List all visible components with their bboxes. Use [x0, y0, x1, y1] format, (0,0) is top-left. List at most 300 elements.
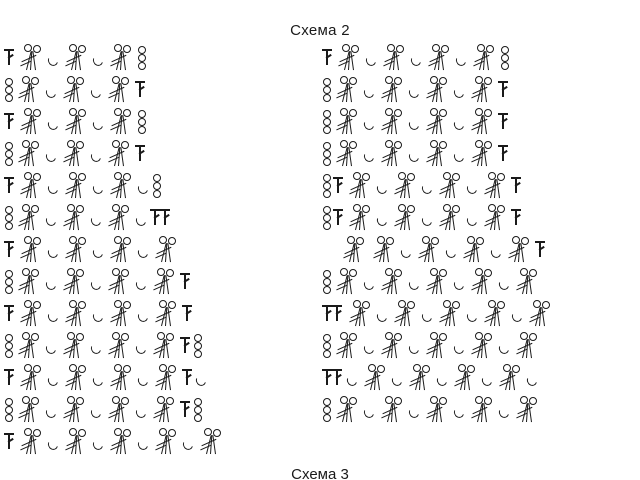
shell-fan-group	[105, 140, 135, 170]
shell-fan-group	[391, 172, 421, 202]
slanted-hook-mark	[411, 55, 421, 69]
chain-loop	[78, 109, 86, 117]
hook-arc	[435, 373, 449, 387]
chain-loop	[138, 46, 146, 54]
treble-crochet-stem	[135, 144, 145, 163]
slanted-hook-mark	[392, 375, 402, 389]
slanted-hook-mark	[437, 375, 447, 389]
chain-loop-ring	[323, 270, 331, 294]
shell-fan-group	[391, 300, 421, 330]
hook-arc	[489, 245, 503, 259]
shell-fan-group	[17, 236, 47, 266]
slanted-hook-mark	[93, 439, 103, 453]
hook-arc	[407, 85, 421, 99]
hook-arc	[364, 53, 378, 67]
hook-arc	[44, 213, 58, 227]
chain-loop	[33, 429, 41, 437]
shell-fan-group	[526, 300, 556, 330]
stem-serif	[322, 305, 332, 307]
chain-loop	[5, 406, 13, 414]
shell-fan-group	[370, 236, 400, 266]
shell-fan-group	[513, 332, 543, 362]
stem-serif	[4, 241, 14, 243]
shell-fan-group	[333, 108, 363, 138]
slanted-hook-mark	[409, 407, 419, 421]
shell-fan-group	[436, 300, 466, 330]
chain-loop	[5, 94, 13, 102]
slanted-hook-mark	[138, 183, 148, 197]
hook-arc	[89, 213, 103, 227]
chain-loop	[501, 46, 509, 54]
chain-loop	[33, 237, 41, 245]
treble-crochet-stem	[182, 304, 192, 323]
stem-serif	[322, 369, 332, 371]
chain-loop	[5, 350, 13, 358]
shell-fan-group	[468, 332, 498, 362]
chain-loop-ring	[323, 142, 331, 166]
slanted-hook-mark	[136, 215, 146, 229]
hook-arc	[345, 373, 359, 387]
chain-loop	[349, 269, 357, 277]
chain-loop	[323, 78, 331, 86]
chain-loop	[529, 333, 537, 341]
hook-arc	[497, 277, 511, 291]
stem-serif	[135, 81, 145, 83]
chain-loop	[138, 62, 146, 70]
chain-loop	[78, 301, 86, 309]
shell-fan-group	[451, 364, 481, 394]
shell-fan-group	[15, 204, 45, 234]
treble-crochet-stem	[4, 176, 14, 195]
shell-fan-group	[470, 44, 500, 74]
stem-serif	[4, 433, 14, 435]
chain-loop	[323, 158, 331, 166]
chain-loop-ring	[153, 174, 161, 198]
chain-loop	[138, 118, 146, 126]
chain-loop	[76, 141, 84, 149]
shell-fan-group	[15, 268, 45, 298]
chain-loop	[323, 182, 331, 190]
chain-loop	[439, 141, 447, 149]
hook-arc	[44, 405, 58, 419]
chain-loop-ring	[323, 334, 331, 358]
stem-serif	[535, 241, 545, 243]
chain-loop	[31, 269, 39, 277]
hook-arc	[91, 53, 105, 67]
chain-loop	[33, 109, 41, 117]
shell-fan-group	[333, 140, 363, 170]
slanted-hook-mark	[93, 119, 103, 133]
chain-loop	[323, 118, 331, 126]
slanted-hook-mark	[138, 439, 148, 453]
hook-arc	[362, 117, 376, 131]
stem-serif	[160, 209, 170, 211]
hook-arc	[407, 341, 421, 355]
shell-fan-group	[468, 396, 498, 426]
chain-loop	[323, 278, 331, 286]
slanted-hook-mark	[364, 343, 374, 357]
shell-fan-group	[15, 76, 45, 106]
chain-loop	[5, 334, 13, 342]
slanted-hook-mark	[366, 55, 376, 69]
slanted-hook-mark	[48, 55, 58, 69]
chain-loop	[484, 141, 492, 149]
chain-loop	[5, 222, 13, 230]
shell-fan-group	[460, 236, 490, 266]
hook-arc	[194, 373, 208, 387]
stem-serif	[498, 113, 508, 115]
hook-arc	[46, 53, 60, 67]
hook-arc	[44, 149, 58, 163]
chain-loop	[484, 269, 492, 277]
left-chart	[4, 42, 270, 462]
chain-loop	[521, 237, 529, 245]
slanted-hook-mark	[499, 343, 509, 357]
shell-fan-group	[60, 204, 90, 234]
chain-loop-ring	[5, 142, 13, 166]
hook-arc	[452, 85, 466, 99]
shell-fan-group	[513, 268, 543, 298]
hook-arc	[91, 373, 105, 387]
slanted-hook-mark	[499, 279, 509, 293]
chain-loop	[5, 270, 13, 278]
slanted-hook-mark	[93, 183, 103, 197]
chain-loop	[439, 397, 447, 405]
hook-arc	[480, 373, 494, 387]
hook-arc	[136, 437, 150, 451]
shell-fan-group	[423, 140, 453, 170]
chain-loop	[484, 397, 492, 405]
shell-fan-group	[423, 396, 453, 426]
shell-fan-group	[15, 140, 45, 170]
stem-serif	[4, 49, 14, 51]
shell-fan-group	[340, 236, 370, 266]
chain-loop	[194, 342, 202, 350]
chain-loop	[362, 301, 370, 309]
slanted-hook-mark	[454, 407, 464, 421]
chain-loop	[441, 45, 449, 53]
chain-loop	[351, 45, 359, 53]
chain-loop	[323, 110, 331, 118]
hook-arc	[452, 405, 466, 419]
treble-crochet-stem	[4, 48, 14, 67]
stem-serif	[332, 369, 342, 371]
chain-loop	[323, 150, 331, 158]
shell-fan-group	[105, 396, 135, 426]
shell-fan-group	[105, 76, 135, 106]
shell-fan-group	[17, 108, 47, 138]
hook-arc	[465, 309, 479, 323]
shell-fan-group	[62, 428, 92, 458]
chain-loop	[323, 334, 331, 342]
shell-fan-group	[423, 268, 453, 298]
slanted-hook-mark	[454, 151, 464, 165]
slanted-hook-mark	[196, 375, 206, 389]
treble-crochet-stem	[135, 80, 145, 99]
chain-loop-ring	[138, 46, 146, 70]
slanted-hook-mark	[46, 279, 56, 293]
slanted-hook-mark	[409, 151, 419, 165]
hook-arc	[181, 437, 195, 451]
hook-arc	[452, 277, 466, 291]
hook-arc	[44, 277, 58, 291]
treble-crochet-stem	[182, 368, 192, 387]
hook-arc	[407, 149, 421, 163]
hook-arc	[89, 85, 103, 99]
hook-arc	[390, 373, 404, 387]
chain-loop	[323, 190, 331, 198]
hook-arc	[362, 277, 376, 291]
slanted-hook-mark	[401, 247, 411, 261]
chain-loop-ring	[501, 46, 509, 70]
shell-fan-group	[60, 396, 90, 426]
shell-fan-group	[62, 236, 92, 266]
chain-loop	[323, 174, 331, 182]
shell-fan-group	[378, 76, 408, 106]
shell-fan-group	[346, 300, 376, 330]
chain-loop	[5, 206, 13, 214]
chain-loop	[76, 77, 84, 85]
chain-loop	[31, 333, 39, 341]
hook-arc	[136, 181, 150, 195]
shell-fan-group	[423, 108, 453, 138]
chain-loop	[76, 205, 84, 213]
chain-loop	[323, 350, 331, 358]
slanted-hook-mark	[46, 407, 56, 421]
chain-loop	[31, 205, 39, 213]
chain-loop	[5, 78, 13, 86]
chain-loop	[5, 214, 13, 222]
treble-crochet-stem	[4, 304, 14, 323]
slanted-hook-mark	[454, 279, 464, 293]
slanted-hook-mark	[48, 247, 58, 261]
hook-arc	[136, 309, 150, 323]
slanted-hook-mark	[364, 119, 374, 133]
treble-crochet-stem	[333, 176, 343, 195]
slanted-hook-mark	[422, 215, 432, 229]
hook-arc	[497, 341, 511, 355]
slanted-hook-mark	[136, 279, 146, 293]
shell-fan-group	[62, 44, 92, 74]
right-chart	[322, 42, 628, 462]
chain-loop	[467, 365, 475, 373]
chain-loop	[121, 269, 129, 277]
chain-loop	[5, 414, 13, 422]
chain-loop	[123, 301, 131, 309]
chain-loop	[166, 397, 174, 405]
hook-arc	[362, 341, 376, 355]
chain-loop	[501, 54, 509, 62]
stem-serif	[333, 209, 343, 211]
chain-loop	[123, 429, 131, 437]
hook-arc	[91, 117, 105, 131]
hook-arc	[91, 309, 105, 323]
chain-loop	[323, 270, 331, 278]
page-title: Схема 2	[290, 22, 350, 39]
chain-loop	[153, 190, 161, 198]
chain-loop	[123, 365, 131, 373]
chain-loop	[194, 414, 202, 422]
chain-loop	[194, 406, 202, 414]
bottom-page-title: Схема 3	[291, 466, 349, 480]
chain-loop	[394, 109, 402, 117]
hook-arc	[525, 373, 539, 387]
chain-loop	[407, 173, 415, 181]
chain-loop	[194, 398, 202, 406]
hook-arc	[89, 405, 103, 419]
shell-fan-group	[481, 204, 511, 234]
hook-arc	[452, 117, 466, 131]
slanted-hook-mark	[46, 151, 56, 165]
treble-crochet-stem	[511, 176, 521, 195]
hook-arc	[454, 53, 468, 67]
slanted-hook-mark	[467, 215, 477, 229]
shell-fan-group	[107, 428, 137, 458]
shell-fan-group	[105, 332, 135, 362]
shell-fan-group	[481, 300, 511, 330]
chain-loop	[323, 342, 331, 350]
chain-loop	[484, 77, 492, 85]
chain-loop	[439, 109, 447, 117]
chain-loop	[166, 333, 174, 341]
chain-loop	[407, 205, 415, 213]
chain-loop	[323, 222, 331, 230]
stem-serif	[180, 401, 190, 403]
chain-loop	[123, 173, 131, 181]
chain-loop	[33, 301, 41, 309]
hook-arc	[91, 437, 105, 451]
slanted-hook-mark	[91, 407, 101, 421]
shell-fan-group	[346, 204, 376, 234]
slanted-hook-mark	[91, 215, 101, 229]
treble-crochet-stem	[322, 368, 332, 387]
chain-loop	[323, 86, 331, 94]
stem-serif	[333, 177, 343, 179]
shell-fan-group	[406, 364, 436, 394]
shell-fan-group	[17, 428, 47, 458]
hook-arc	[465, 181, 479, 195]
slanted-hook-mark	[454, 119, 464, 133]
slanted-hook-mark	[48, 183, 58, 197]
shell-fan-group	[481, 172, 511, 202]
chain-loop	[5, 398, 13, 406]
slanted-hook-mark	[377, 215, 387, 229]
slanted-hook-mark	[467, 183, 477, 197]
chain-loop	[5, 342, 13, 350]
chain-loop-ring	[5, 270, 13, 294]
shell-fan-group	[391, 204, 421, 234]
shell-fan-group	[60, 268, 90, 298]
shell-fan-group	[436, 172, 466, 202]
chain-loop	[323, 414, 331, 422]
chain-loop	[123, 109, 131, 117]
hook-arc	[407, 117, 421, 131]
shell-fan-group	[468, 76, 498, 106]
slanted-hook-mark	[46, 215, 56, 229]
chain-loop	[323, 142, 331, 150]
slanted-hook-mark	[138, 311, 148, 325]
hook-arc	[134, 277, 148, 291]
shell-fan-group	[333, 268, 363, 298]
shell-fan-group	[17, 172, 47, 202]
slanted-hook-mark	[377, 311, 387, 325]
stem-serif	[4, 305, 14, 307]
chain-loop-ring	[194, 334, 202, 358]
chain-loop	[76, 333, 84, 341]
slanted-hook-mark	[136, 343, 146, 357]
chain-loop	[497, 205, 505, 213]
slanted-hook-mark	[364, 407, 374, 421]
hook-arc	[134, 405, 148, 419]
chain-loop	[5, 278, 13, 286]
treble-crochet-stem	[4, 112, 14, 131]
chain-loop	[33, 173, 41, 181]
chain-loop-ring	[323, 398, 331, 422]
chain-loop	[431, 237, 439, 245]
treble-crochet-stem	[160, 208, 170, 227]
slanted-hook-mark	[91, 151, 101, 165]
chain-loop	[323, 206, 331, 214]
slanted-hook-mark	[93, 247, 103, 261]
chain-loop-ring	[323, 206, 331, 230]
chain-loop	[5, 286, 13, 294]
treble-crochet-stem	[180, 336, 190, 355]
chain-loop	[349, 141, 357, 149]
chain-loop	[76, 397, 84, 405]
shell-fan-group	[335, 44, 365, 74]
hook-arc	[420, 181, 434, 195]
hook-arc	[134, 341, 148, 355]
slanted-hook-mark	[183, 439, 193, 453]
shell-fan-group	[17, 44, 47, 74]
chain-loop	[5, 150, 13, 158]
hook-arc	[46, 117, 60, 131]
hook-arc	[465, 213, 479, 227]
slanted-hook-mark	[446, 247, 456, 261]
chain-loop	[153, 174, 161, 182]
slanted-hook-mark	[527, 375, 537, 389]
shell-fan-group	[107, 300, 137, 330]
shell-fan-group	[62, 364, 92, 394]
shell-fan-group	[150, 332, 180, 362]
chain-loop	[476, 237, 484, 245]
slanted-hook-mark	[91, 87, 101, 101]
hook-arc	[407, 277, 421, 291]
chain-loop	[78, 173, 86, 181]
chain-loop	[323, 406, 331, 414]
hook-arc	[420, 309, 434, 323]
shell-fan-group	[152, 300, 182, 330]
slanted-hook-mark	[377, 183, 387, 197]
chain-loop	[349, 77, 357, 85]
chain-loop	[5, 142, 13, 150]
stem-serif	[498, 145, 508, 147]
chain-loop	[323, 286, 331, 294]
shell-fan-group	[150, 396, 180, 426]
chain-loop	[78, 45, 86, 53]
slanted-hook-mark	[409, 279, 419, 293]
chain-loop	[194, 350, 202, 358]
chain-loop-ring	[138, 110, 146, 134]
stem-serif	[332, 305, 342, 307]
hook-arc	[375, 181, 389, 195]
treble-crochet-stem	[180, 272, 190, 291]
slanted-hook-mark	[138, 247, 148, 261]
chain-loop	[123, 237, 131, 245]
shell-fan-group	[436, 204, 466, 234]
chain-loop	[362, 205, 370, 213]
shell-fan-group	[496, 364, 526, 394]
